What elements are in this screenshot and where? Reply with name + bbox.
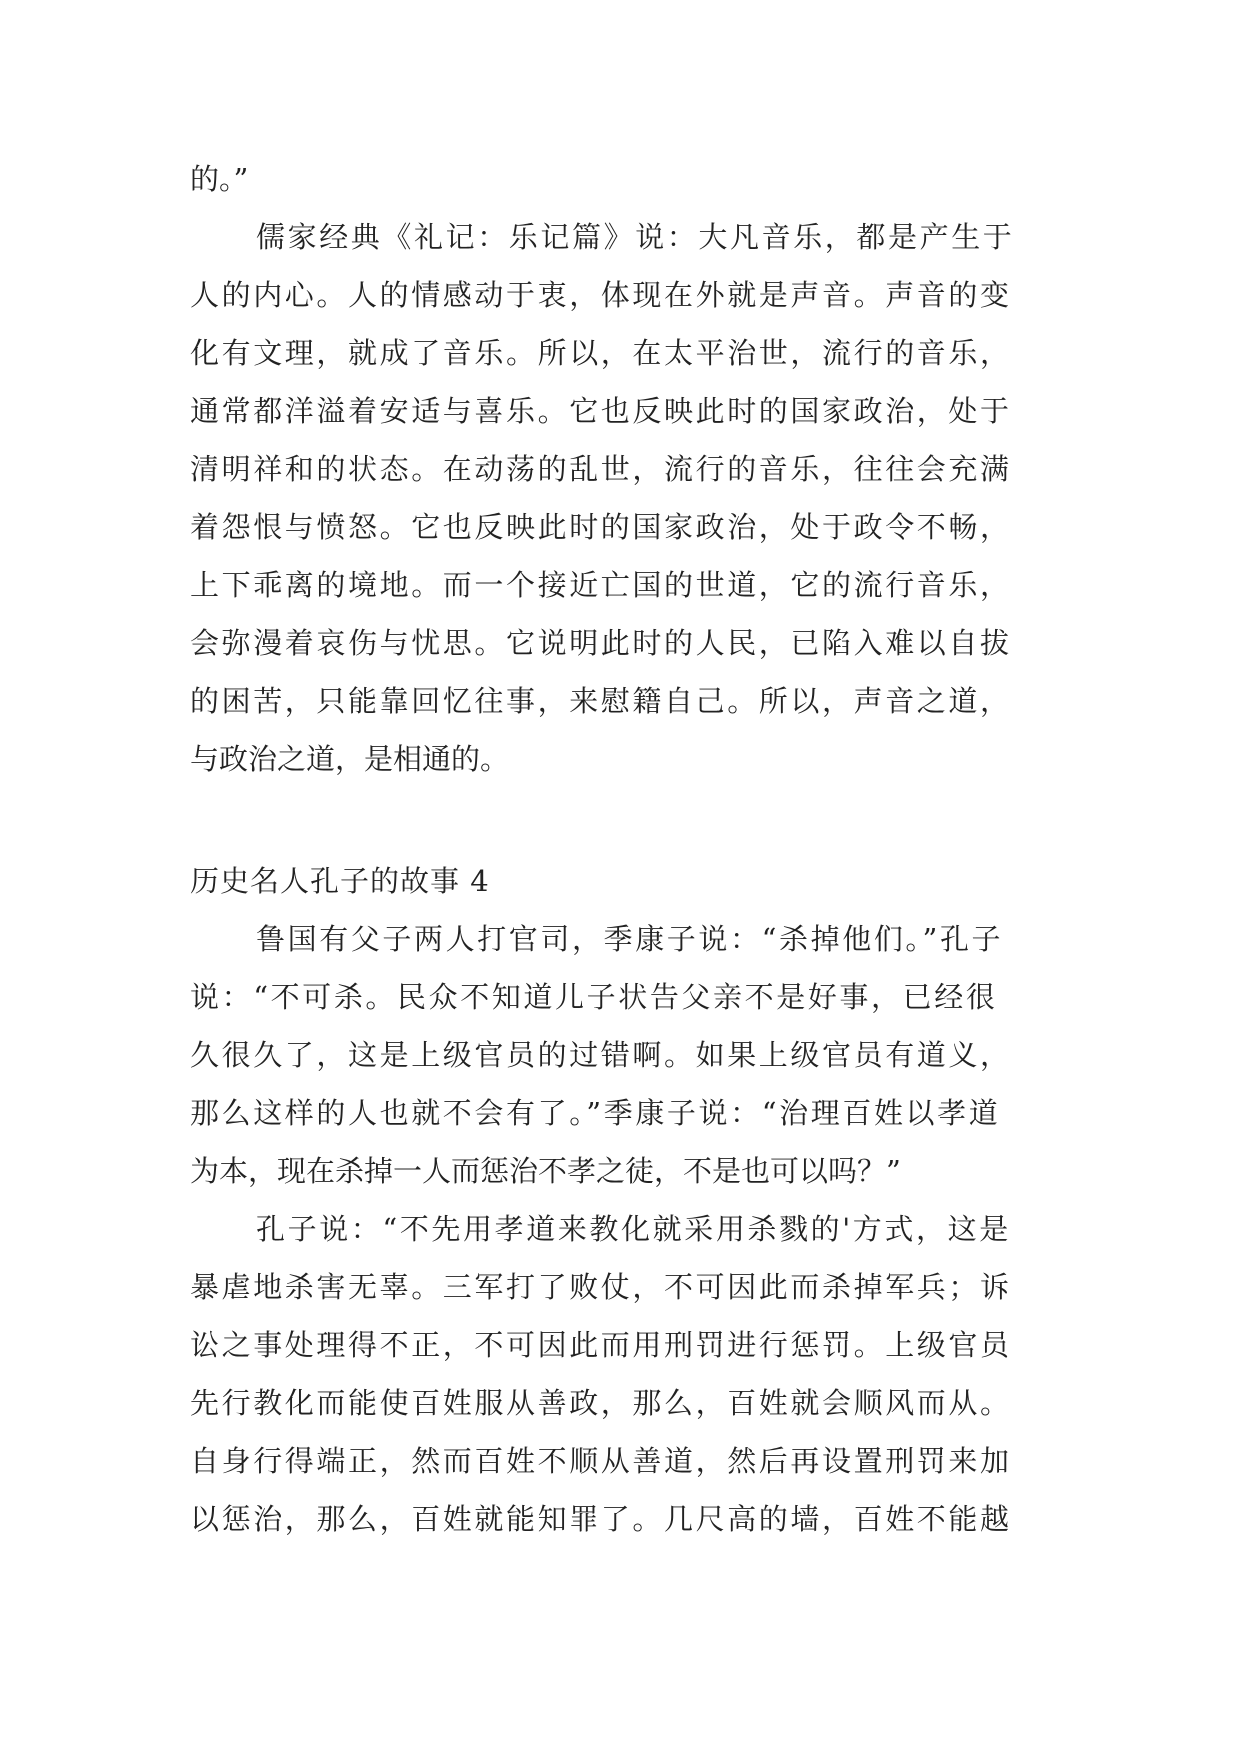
paragraph-line: 着怨恨与愤怒。它也反映此时的国家政治，处于政令不畅，	[190, 510, 1012, 544]
paragraph-line: 上下乖离的境地。而一个接近亡国的世道，它的流行音乐，	[190, 568, 1012, 602]
paragraph-line: 孔子说：“不先用孝道来教化就采用杀戮的'方式，这是	[256, 1212, 1011, 1246]
paragraph-line: 与政治之道，是相通的。	[190, 742, 510, 776]
paragraph-line: 说：“不可杀。民众不知道儿子状告父亲不是好事，已经很	[190, 980, 998, 1014]
section-heading: 历史名人孔子的故事 4	[190, 864, 490, 898]
paragraph-line: 鲁国有父子两人打官司，季康子说：“杀掉他们。”孔子	[256, 922, 1004, 956]
text-line-fragment: 的。”	[190, 162, 249, 196]
paragraph-line: 先行教化而能使百姓服从善政，那么，百姓就会顺风而从。	[190, 1386, 1012, 1420]
paragraph-line: 通常都洋溢着安适与喜乐。它也反映此时的国家政治，处于	[190, 394, 1012, 428]
paragraph-kongzi	[190, 1200, 1050, 1548]
paragraph-line: 会弥漫着哀伤与忧思。它说明此时的人民，已陷入难以自拔	[190, 626, 1012, 660]
document-page	[190, 150, 1050, 1548]
paragraph-line: 那么这样的人也就不会有了。”季康子说：“治理百姓以孝道	[190, 1096, 1001, 1130]
paragraph-liji	[190, 208, 1050, 788]
paragraph-line: 的困苦，只能靠回忆往事，来慰籍自己。所以，声音之道，	[190, 684, 1012, 718]
paragraph-line: 化有文理，就成了音乐。所以，在太平治世，流行的音乐，	[190, 336, 1012, 370]
paragraph-line: 为本，现在杀掉一人而惩治不孝之徒，不是也可以吗？”	[190, 1154, 901, 1188]
paragraph-line: 清明祥和的状态。在动荡的乱世，流行的音乐，往往会充满	[190, 452, 1012, 486]
paragraph-lu	[190, 910, 1050, 1200]
paragraph-line: 讼之事处理得不正，不可因此而用刑罚进行惩罚。上级官员	[190, 1328, 1012, 1362]
paragraph-line: 自身行得端正，然而百姓不顺从善道，然后再设置刑罚来加	[190, 1444, 1012, 1478]
paragraph-line: 以惩治，那么，百姓就能知罪了。几尺高的墙，百姓不能越	[190, 1502, 1012, 1536]
paragraph-line: 人的内心。人的情感动于衷，体现在外就是声音。声音的变	[190, 278, 1012, 312]
section-gap	[190, 788, 1050, 852]
paragraph-line: 儒家经典《礼记：乐记篇》说：大凡音乐，都是产生于	[256, 220, 1015, 254]
paragraph-line: 久很久了，这是上级官员的过错啊。如果上级官员有道义，	[190, 1038, 1012, 1072]
paragraph-line: 暴虐地杀害无辜。三军打了败仗，不可因此而杀掉军兵；诉	[190, 1270, 1012, 1304]
